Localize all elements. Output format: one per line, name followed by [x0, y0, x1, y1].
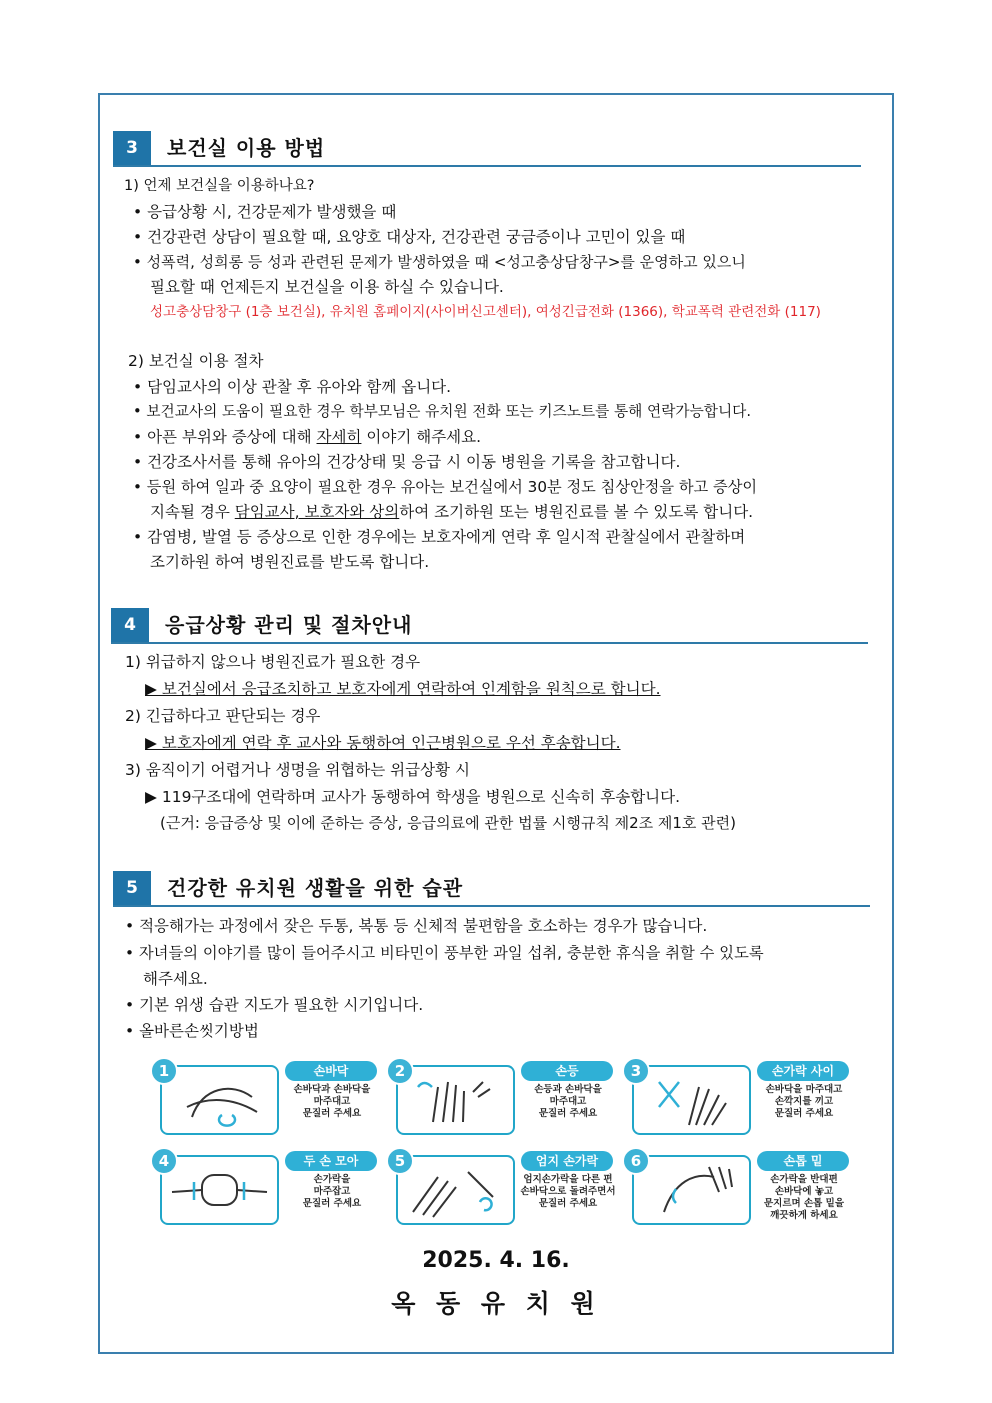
handwash-step-2 [386, 1057, 616, 1139]
section-4-header [111, 608, 868, 644]
handwash-step-4 [150, 1147, 380, 1229]
step-description [280, 1084, 384, 1120]
desc-line: 문질러 주세요 [774, 1108, 834, 1119]
red-note: 성고충상담창구 (1층 보건실), 유치원 홈페이지(사이버신고센터), 여성긴급전화 (1366), 학교폭력 관련전화 (117) [150, 304, 821, 320]
list-item: • 기본 위생 습관 지도가 필요한 시기입니다. [125, 996, 424, 1014]
handwash-row-2 [150, 1147, 860, 1229]
handwash-step-5 [386, 1147, 616, 1229]
text: 지속될 경우 [150, 503, 235, 521]
desc-line: 손바닥에 놓고 [774, 1186, 834, 1197]
list-item: • 건강관련 상담이 필요할 때, 요양호 대상자, 건강관련 궁금증이나 고민이 있을 때 [133, 228, 686, 246]
list-item: ▶ 119구조대에 연락하며 교사가 동행하여 학생을 병원으로 신속히 후송합니다. [145, 788, 681, 806]
question-2: 2) 보건실 이용 절차 [128, 352, 264, 370]
list-item [150, 501, 753, 523]
step-number: 6 [622, 1147, 650, 1175]
desc-line: 문질러 주세요 [302, 1108, 362, 1119]
section-title: 보건실 이용 방법 [167, 136, 326, 160]
step-description [516, 1174, 620, 1210]
text: • 아픈 부위와 증상에 대해 [133, 428, 317, 446]
list-item: • 올바른손씻기방법 [125, 1022, 259, 1040]
list-item: • 등원 하여 일과 중 요양이 필요한 경우 유아는 보건실에서 30분 정도 침상안정을 하고 증상이 [133, 478, 758, 496]
hand-wash-illustration-icon [632, 1065, 751, 1135]
section-title: 건강한 유치원 생활을 위한 습관 [167, 876, 464, 900]
section-title: 응급상황 관리 및 절차안내 [165, 613, 413, 637]
underlined-text: 담임교사, 보호자와 상의 [234, 503, 400, 521]
list-item: • 적응해가는 과정에서 잦은 두통, 복통 등 신체적 불편함을 호소하는 경우가 많습니다. [125, 917, 708, 935]
desc-line: 문질러 주세요 [538, 1198, 598, 1209]
desc-line: 깨끗하게 하세요 [770, 1210, 838, 1221]
step-title: 손등 [521, 1061, 613, 1081]
list-item: ▶ 보건실에서 응급조치하고 보호자에게 연락하여 인계함을 원칙으로 합니다. [145, 680, 661, 698]
list-item: • 감염병, 발열 등 증상으로 인한 경우에는 보호자에게 연락 후 일시적 관찰실에서 관찰하며 [133, 528, 746, 546]
list-item: • 건강조사서를 통해 유아의 건강상태 및 응급 시 이동 병원을 기록을 참고합니다. [133, 453, 681, 471]
step-number: 3 [622, 1057, 650, 1085]
list-item: • 응급상황 시, 건강문제가 발생했을 때 [133, 203, 397, 221]
desc-line: 손등과 손바닥을 [534, 1084, 602, 1095]
list-item: 1) 위급하지 않으나 병원진료가 필요한 경우 [125, 653, 421, 671]
desc-line: 엄지손가락을 다른 편 [523, 1174, 613, 1185]
question-1: 1) 언제 보건실을 이용하나요? [124, 178, 315, 194]
section-number: 5 [113, 871, 151, 905]
text: 이야기 해주세요. [366, 428, 482, 446]
step-title: 엄지 손가락 [521, 1151, 613, 1171]
step-number: 4 [150, 1147, 178, 1175]
step-title: 두 손 모아 [285, 1151, 377, 1171]
handwash-step-1 [150, 1057, 380, 1139]
hand-wash-illustration-icon [160, 1155, 279, 1225]
list-item: • 보건교사의 도움이 필요한 경우 학부모님은 유치원 전화 또는 키즈노트를 통해 연락가능합니다. [133, 403, 752, 420]
list-item: 2) 긴급하다고 판단되는 경우 [125, 707, 321, 725]
list-item: 조기하원 하여 병원진료를 받도록 합니다. [150, 553, 430, 571]
list-item [133, 426, 481, 448]
desc-line: 문질러 주세요 [538, 1108, 598, 1119]
list-item: (근거: 응급증상 및 이에 준하는 증상, 응급의료에 관한 법률 시행규칙 제2조 제1호 관련) [160, 814, 737, 832]
desc-line: 마주대고 [549, 1096, 587, 1107]
section-5-header [113, 871, 870, 907]
text: 하여 조기하원 또는 병원진료를 볼 수 있도록 합니다. [399, 503, 754, 521]
section-number: 3 [113, 131, 151, 165]
list-item: 해주세요. [143, 970, 208, 988]
list-item: • 성폭력, 성희롱 등 성과 관련된 문제가 발생하였을 때 <성고충상담창구>를 운영하고 있으니 [133, 253, 746, 271]
school-name: 옥 동 유 치 원 [391, 1289, 601, 1318]
step-title: 손톱 밑 [757, 1151, 849, 1171]
underlined-text: 자세히 [316, 428, 362, 446]
step-number: 5 [386, 1147, 414, 1175]
desc-line: 마주잡고 [313, 1186, 351, 1197]
step-title: 손바닥 [285, 1061, 377, 1081]
step-description [752, 1174, 856, 1222]
section-3-header [113, 131, 861, 167]
desc-line: 문질러 주세요 [302, 1198, 362, 1209]
document-date: 2025. 4. 16. [422, 1248, 570, 1273]
list-item: 필요할 때 언제든지 보건실을 이용 하실 수 있습니다. [150, 278, 504, 296]
desc-line: 손바닥으로 돌려주면서 [520, 1186, 616, 1197]
desc-line: 문지르며 손톱 밑을 [763, 1198, 845, 1209]
section-number: 4 [111, 608, 149, 642]
hand-wash-illustration-icon [396, 1065, 515, 1135]
step-description [280, 1174, 384, 1210]
handwash-step-6 [622, 1147, 852, 1229]
step-title: 손가락 사이 [757, 1061, 849, 1081]
list-item: • 자녀들의 이야기를 많이 들어주시고 비타민이 풍부한 과일 섭취, 충분한 휴식을 취할 수 있도록 [125, 944, 764, 962]
step-description [752, 1084, 856, 1120]
hand-wash-illustration-icon [396, 1155, 515, 1225]
list-item: ▶ 보호자에게 연락 후 교사와 동행하여 인근병원으로 우선 후송합니다. [145, 734, 621, 752]
handwash-row-1 [150, 1057, 860, 1139]
step-number: 1 [150, 1057, 178, 1085]
desc-line: 손바닥과 손바닥을 [293, 1084, 371, 1095]
desc-line: 마주대고 [313, 1096, 351, 1107]
desc-line: 손가락을 [313, 1174, 351, 1185]
desc-line: 손가락을 반대편 [770, 1174, 838, 1185]
step-number: 2 [386, 1057, 414, 1085]
desc-line: 손바닥을 마주대고 [765, 1084, 843, 1095]
step-description [516, 1084, 620, 1120]
handwash-step-3 [622, 1057, 852, 1139]
list-item: • 담임교사의 이상 관찰 후 유아와 함께 옵니다. [133, 378, 452, 396]
hand-wash-illustration-icon [632, 1155, 751, 1225]
hand-wash-illustration-icon [160, 1065, 279, 1135]
list-item: 3) 움직이기 어렵거나 생명을 위협하는 위급상황 시 [125, 761, 470, 779]
desc-line: 손깍지를 끼고 [774, 1096, 834, 1107]
